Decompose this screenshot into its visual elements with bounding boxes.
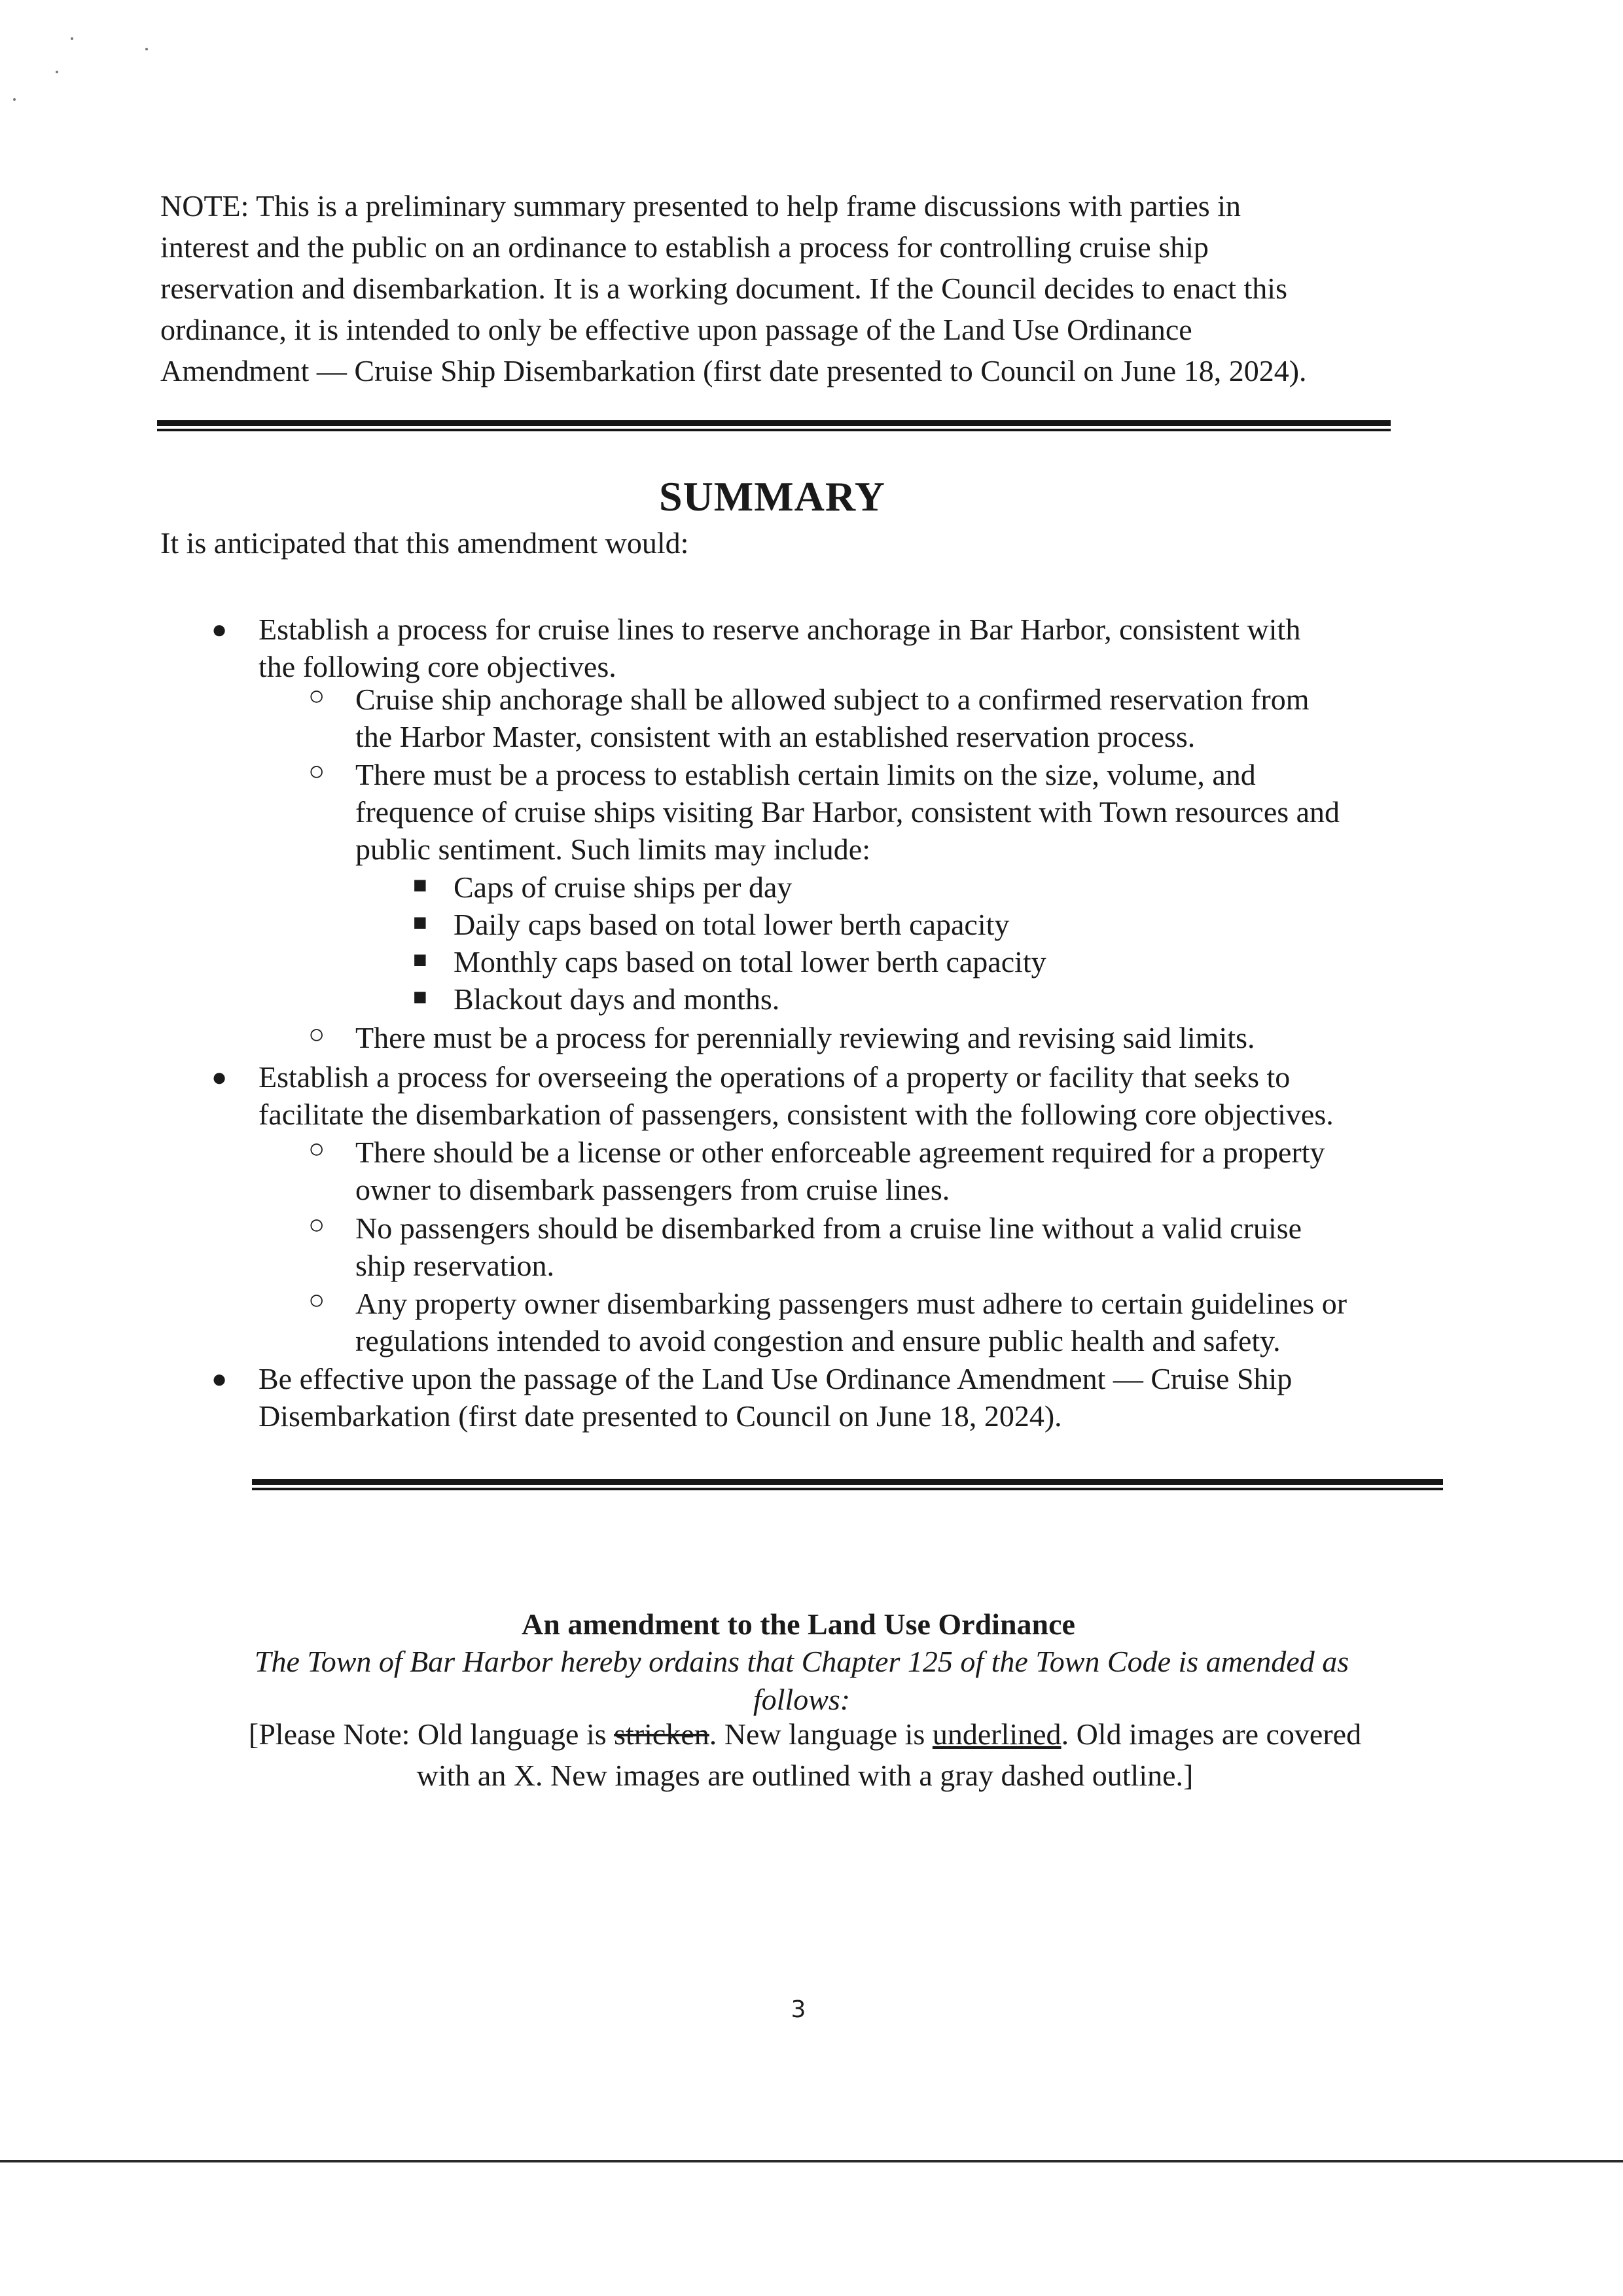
sub-list-item-text: No passengers should be disembarked from a cruise line without a valid cruise	[355, 1211, 1302, 1245]
note-line: interest and the public on an ordinance to establish a process for controlling cruise ship	[160, 230, 1209, 264]
scan-speck	[13, 98, 16, 101]
sub-sub-list-item	[413, 980, 780, 1018]
scan-bottom-edge	[0, 2160, 1623, 2162]
sub-list-item-text: the Harbor Master, consistent with an established reservation process.	[355, 720, 1196, 753]
bullet-icon: ●	[211, 1364, 228, 1393]
square-bullet-icon: ■	[413, 909, 427, 935]
sub-list-item	[308, 1210, 1302, 1284]
list-item-text: Establish a process for cruise lines to reserve anchorage in Bar Harbor, consistent with	[259, 613, 1301, 646]
sub-list-item-text: owner to disembark passengers from cruise lines.	[355, 1173, 950, 1206]
note-prefix: [Please Note: Old language is	[248, 1717, 615, 1751]
sub-list-item-text: frequence of cruise ships visiting Bar Harbor, consistent with Town resources and	[355, 795, 1340, 829]
scan-speck	[145, 48, 148, 50]
sub-list-item	[308, 681, 1310, 755]
sub-list-item	[308, 1134, 1325, 1208]
bullet-icon: ●	[211, 615, 228, 644]
sub-sub-list-item-text: Daily caps based on total lower berth capacity	[454, 908, 1010, 941]
preliminary-note	[160, 185, 1423, 391]
circle-bullet-icon: ○	[308, 1285, 325, 1316]
note-line: ordinance, it is intended to only be effective upon passage of the Land Use Ordinance	[160, 313, 1192, 346]
list-item-text: Disembarkation (first date presented to Council on June 18, 2024).	[259, 1399, 1062, 1433]
circle-bullet-icon: ○	[308, 1134, 325, 1164]
circle-bullet-icon: ○	[308, 757, 325, 787]
sub-sub-list-item-text: Blackout days and months.	[454, 982, 780, 1016]
sub-sub-list-item	[413, 943, 1046, 980]
sub-list-item-text: ship reservation.	[355, 1249, 555, 1282]
sub-list-item-text: There must be a process for perennially reviewing and revising said limits.	[355, 1021, 1255, 1054]
bullet-icon: ●	[211, 1062, 228, 1092]
list-item-text: facilitate the disembarkation of passengers, consistent with the following core objectives.	[259, 1098, 1334, 1131]
note-line-2: with an X. New images are outlined with a gray dashed outline.]	[416, 1759, 1194, 1792]
amendment-formatting-note	[170, 1713, 1440, 1796]
sub-list-item	[308, 756, 1340, 868]
note-line: Amendment — Cruise Ship Disembarkation (first date presented to Council on June 18, 2024).	[160, 354, 1307, 387]
amendment-intro-line: follows:	[753, 1683, 851, 1716]
list-item	[211, 1360, 1293, 1435]
sub-list-item-text: regulations intended to avoid congestion and ensure public health and safety.	[355, 1324, 1281, 1357]
double-rule-divider	[157, 420, 1391, 433]
sub-list-item-text: Any property owner disembarking passengers must adhere to certain guidelines or	[355, 1287, 1347, 1320]
rule-thick-line	[157, 420, 1391, 426]
sub-list-item-text: public sentiment. Such limits may include:	[355, 833, 871, 866]
page-number: 3	[791, 1996, 806, 2023]
double-rule-divider	[252, 1479, 1443, 1492]
sub-sub-list-item-text: Caps of cruise ships per day	[454, 870, 793, 904]
sub-list-item-text: There must be a process to establish certain limits on the size, volume, and	[355, 758, 1256, 791]
note-middle: . New language is	[709, 1717, 933, 1751]
list-item-text: Establish a process for overseeing the operations of a property or facility that seeks to	[259, 1060, 1291, 1094]
amendment-heading: An amendment to the Land Use Ordinance	[522, 1607, 1075, 1641]
list-item	[211, 611, 1301, 685]
circle-bullet-icon: ○	[308, 681, 325, 711]
scan-speck	[71, 37, 73, 40]
circle-bullet-icon: ○	[308, 1210, 325, 1240]
square-bullet-icon: ■	[413, 946, 427, 973]
sub-list-item-text: There should be a license or other enforceable agreement required for a property	[355, 1136, 1325, 1169]
square-bullet-icon: ■	[413, 984, 427, 1010]
scan-speck	[56, 71, 58, 73]
note-suffix: . Old images are covered	[1061, 1717, 1362, 1751]
sub-list-item	[308, 1019, 1255, 1056]
list-item-text: the following core objectives.	[259, 650, 616, 683]
square-bullet-icon: ■	[413, 872, 427, 898]
rule-thin-line	[157, 429, 1391, 431]
amendment-intro	[190, 1643, 1414, 1719]
sub-sub-list-item-text: Monthly caps based on total lower berth capacity	[454, 945, 1046, 978]
summary-title: SUMMARY	[658, 473, 886, 520]
sub-list-item	[308, 1285, 1347, 1359]
circle-bullet-icon: ○	[308, 1020, 325, 1050]
note-line: reservation and disembarkation. It is a working document. If the Council decides to enact this	[160, 272, 1287, 305]
rule-thin-line	[252, 1488, 1443, 1490]
sub-sub-list-item	[413, 906, 1010, 943]
list-item-text: Be effective upon the passage of the Land Use Ordinance Amendment — Cruise Ship	[259, 1362, 1293, 1395]
summary-intro: It is anticipated that this amendment would:	[160, 526, 689, 560]
note-line: NOTE: This is a preliminary summary presented to help frame discussions with parties in	[160, 189, 1241, 223]
rule-thick-line	[252, 1479, 1443, 1485]
stricken-example: stricken	[614, 1717, 709, 1751]
sub-list-item-text: Cruise ship anchorage shall be allowed subject to a confirmed reservation from	[355, 683, 1310, 716]
sub-sub-list-item	[413, 869, 793, 906]
amendment-intro-line: The Town of Bar Harbor hereby ordains that Chapter 125 of the Town Code is amended as	[254, 1645, 1349, 1678]
list-item	[211, 1058, 1334, 1133]
underlined-example: underlined	[932, 1717, 1061, 1751]
